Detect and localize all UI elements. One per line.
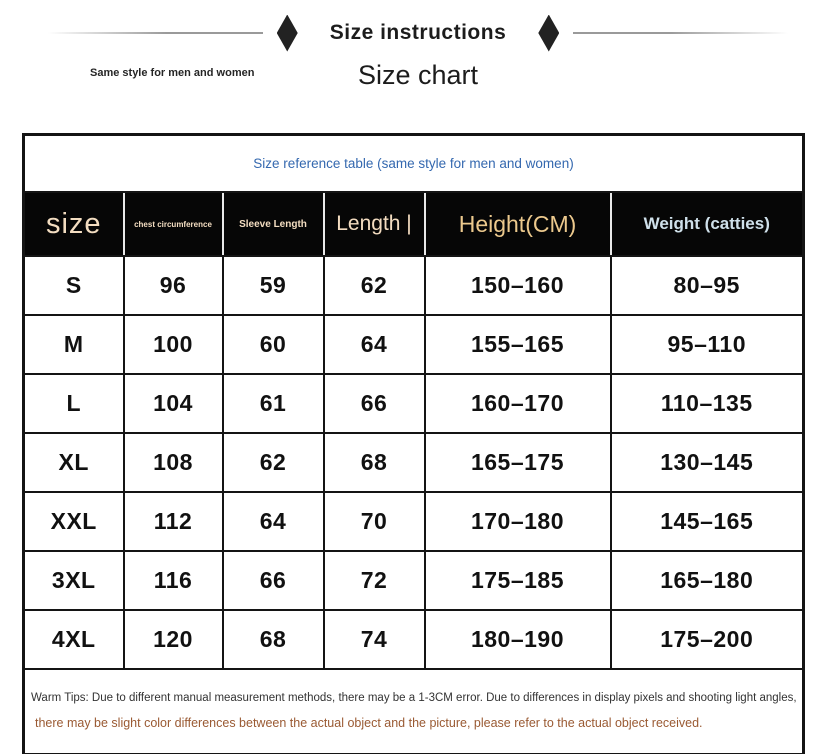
banner-rule-right bbox=[573, 32, 788, 34]
value-cell: 165–180 bbox=[611, 551, 804, 610]
banner bbox=[0, 14, 836, 52]
table-row bbox=[24, 610, 804, 669]
size-cell: 4XL bbox=[24, 610, 124, 669]
size-cell: 3XL bbox=[24, 551, 124, 610]
size-cell: XXL bbox=[24, 492, 124, 551]
page-title-size-chart: Size chart bbox=[357, 60, 479, 90]
value-cell: 66 bbox=[324, 374, 425, 433]
value-cell: 96 bbox=[124, 256, 223, 315]
banner-title: Size instructions bbox=[329, 21, 507, 44]
size-reference-table bbox=[22, 133, 805, 754]
value-cell: 70 bbox=[324, 492, 425, 551]
size-cell: XL bbox=[24, 433, 124, 492]
value-cell: 150–160 bbox=[425, 256, 611, 315]
value-cell: 62 bbox=[324, 256, 425, 315]
value-cell: 61 bbox=[223, 374, 324, 433]
banner-rule-left bbox=[48, 32, 263, 34]
value-cell: 64 bbox=[223, 492, 324, 551]
value-cell: 170–180 bbox=[425, 492, 611, 551]
table-row bbox=[24, 492, 804, 551]
size-cell: L bbox=[24, 374, 124, 433]
value-cell: 130–145 bbox=[611, 433, 804, 492]
value-cell: 74 bbox=[324, 610, 425, 669]
value-cell: 110–135 bbox=[611, 374, 804, 433]
value-cell: 80–95 bbox=[611, 256, 804, 315]
value-cell: 72 bbox=[324, 551, 425, 610]
col-header-length: Length | bbox=[324, 192, 425, 256]
tips-row bbox=[24, 669, 804, 754]
value-cell: 62 bbox=[223, 433, 324, 492]
value-cell: 155–165 bbox=[425, 315, 611, 374]
value-cell: 66 bbox=[223, 551, 324, 610]
diamond-icon bbox=[277, 15, 298, 52]
tips-line1: Warm Tips: Due to different manual measurement methods, there may be a 1-3CM error. Due to differences in display pixels and shooting light angles, bbox=[31, 691, 797, 704]
warm-tips bbox=[24, 669, 804, 754]
value-cell: 60 bbox=[223, 315, 324, 374]
table-row bbox=[24, 256, 804, 315]
col-header-weight-catties: Weight (catties) bbox=[611, 192, 804, 256]
value-cell: 116 bbox=[124, 551, 223, 610]
value-cell: 64 bbox=[324, 315, 425, 374]
tips-line2: there may be slight color differences between the actual object and the picture, please refer to the actual object received. bbox=[35, 715, 703, 730]
col-header-size: size bbox=[24, 192, 124, 256]
header-row bbox=[24, 192, 804, 256]
value-cell: 145–165 bbox=[611, 492, 804, 551]
value-cell: 104 bbox=[124, 374, 223, 433]
size-cell: M bbox=[24, 315, 124, 374]
subtitle-same-style: Same style for men and women bbox=[90, 67, 255, 79]
value-cell: 68 bbox=[223, 610, 324, 669]
table-row bbox=[24, 433, 804, 492]
value-cell: 160–170 bbox=[425, 374, 611, 433]
size-cell: S bbox=[24, 256, 124, 315]
value-cell: 100 bbox=[124, 315, 223, 374]
value-cell: 175–200 bbox=[611, 610, 804, 669]
table-row bbox=[24, 315, 804, 374]
value-cell: 180–190 bbox=[425, 610, 611, 669]
value-cell: 165–175 bbox=[425, 433, 611, 492]
value-cell: 112 bbox=[124, 492, 223, 551]
value-cell: 68 bbox=[324, 433, 425, 492]
value-cell: 59 bbox=[223, 256, 324, 315]
diamond-icon bbox=[538, 15, 559, 52]
caption-row bbox=[24, 135, 804, 193]
value-cell: 95–110 bbox=[611, 315, 804, 374]
table-row bbox=[24, 374, 804, 433]
value-cell: 175–185 bbox=[425, 551, 611, 610]
value-cell: 108 bbox=[124, 433, 223, 492]
col-header-sleeve-length: Sleeve Length bbox=[223, 192, 324, 256]
col-header-chest-circumference: chest circumference bbox=[124, 192, 223, 256]
col-header-height-cm: Height(CM) bbox=[425, 192, 611, 256]
table-caption: Size reference table (same style for men and women) bbox=[24, 135, 804, 193]
value-cell: 120 bbox=[124, 610, 223, 669]
table-row bbox=[24, 551, 804, 610]
